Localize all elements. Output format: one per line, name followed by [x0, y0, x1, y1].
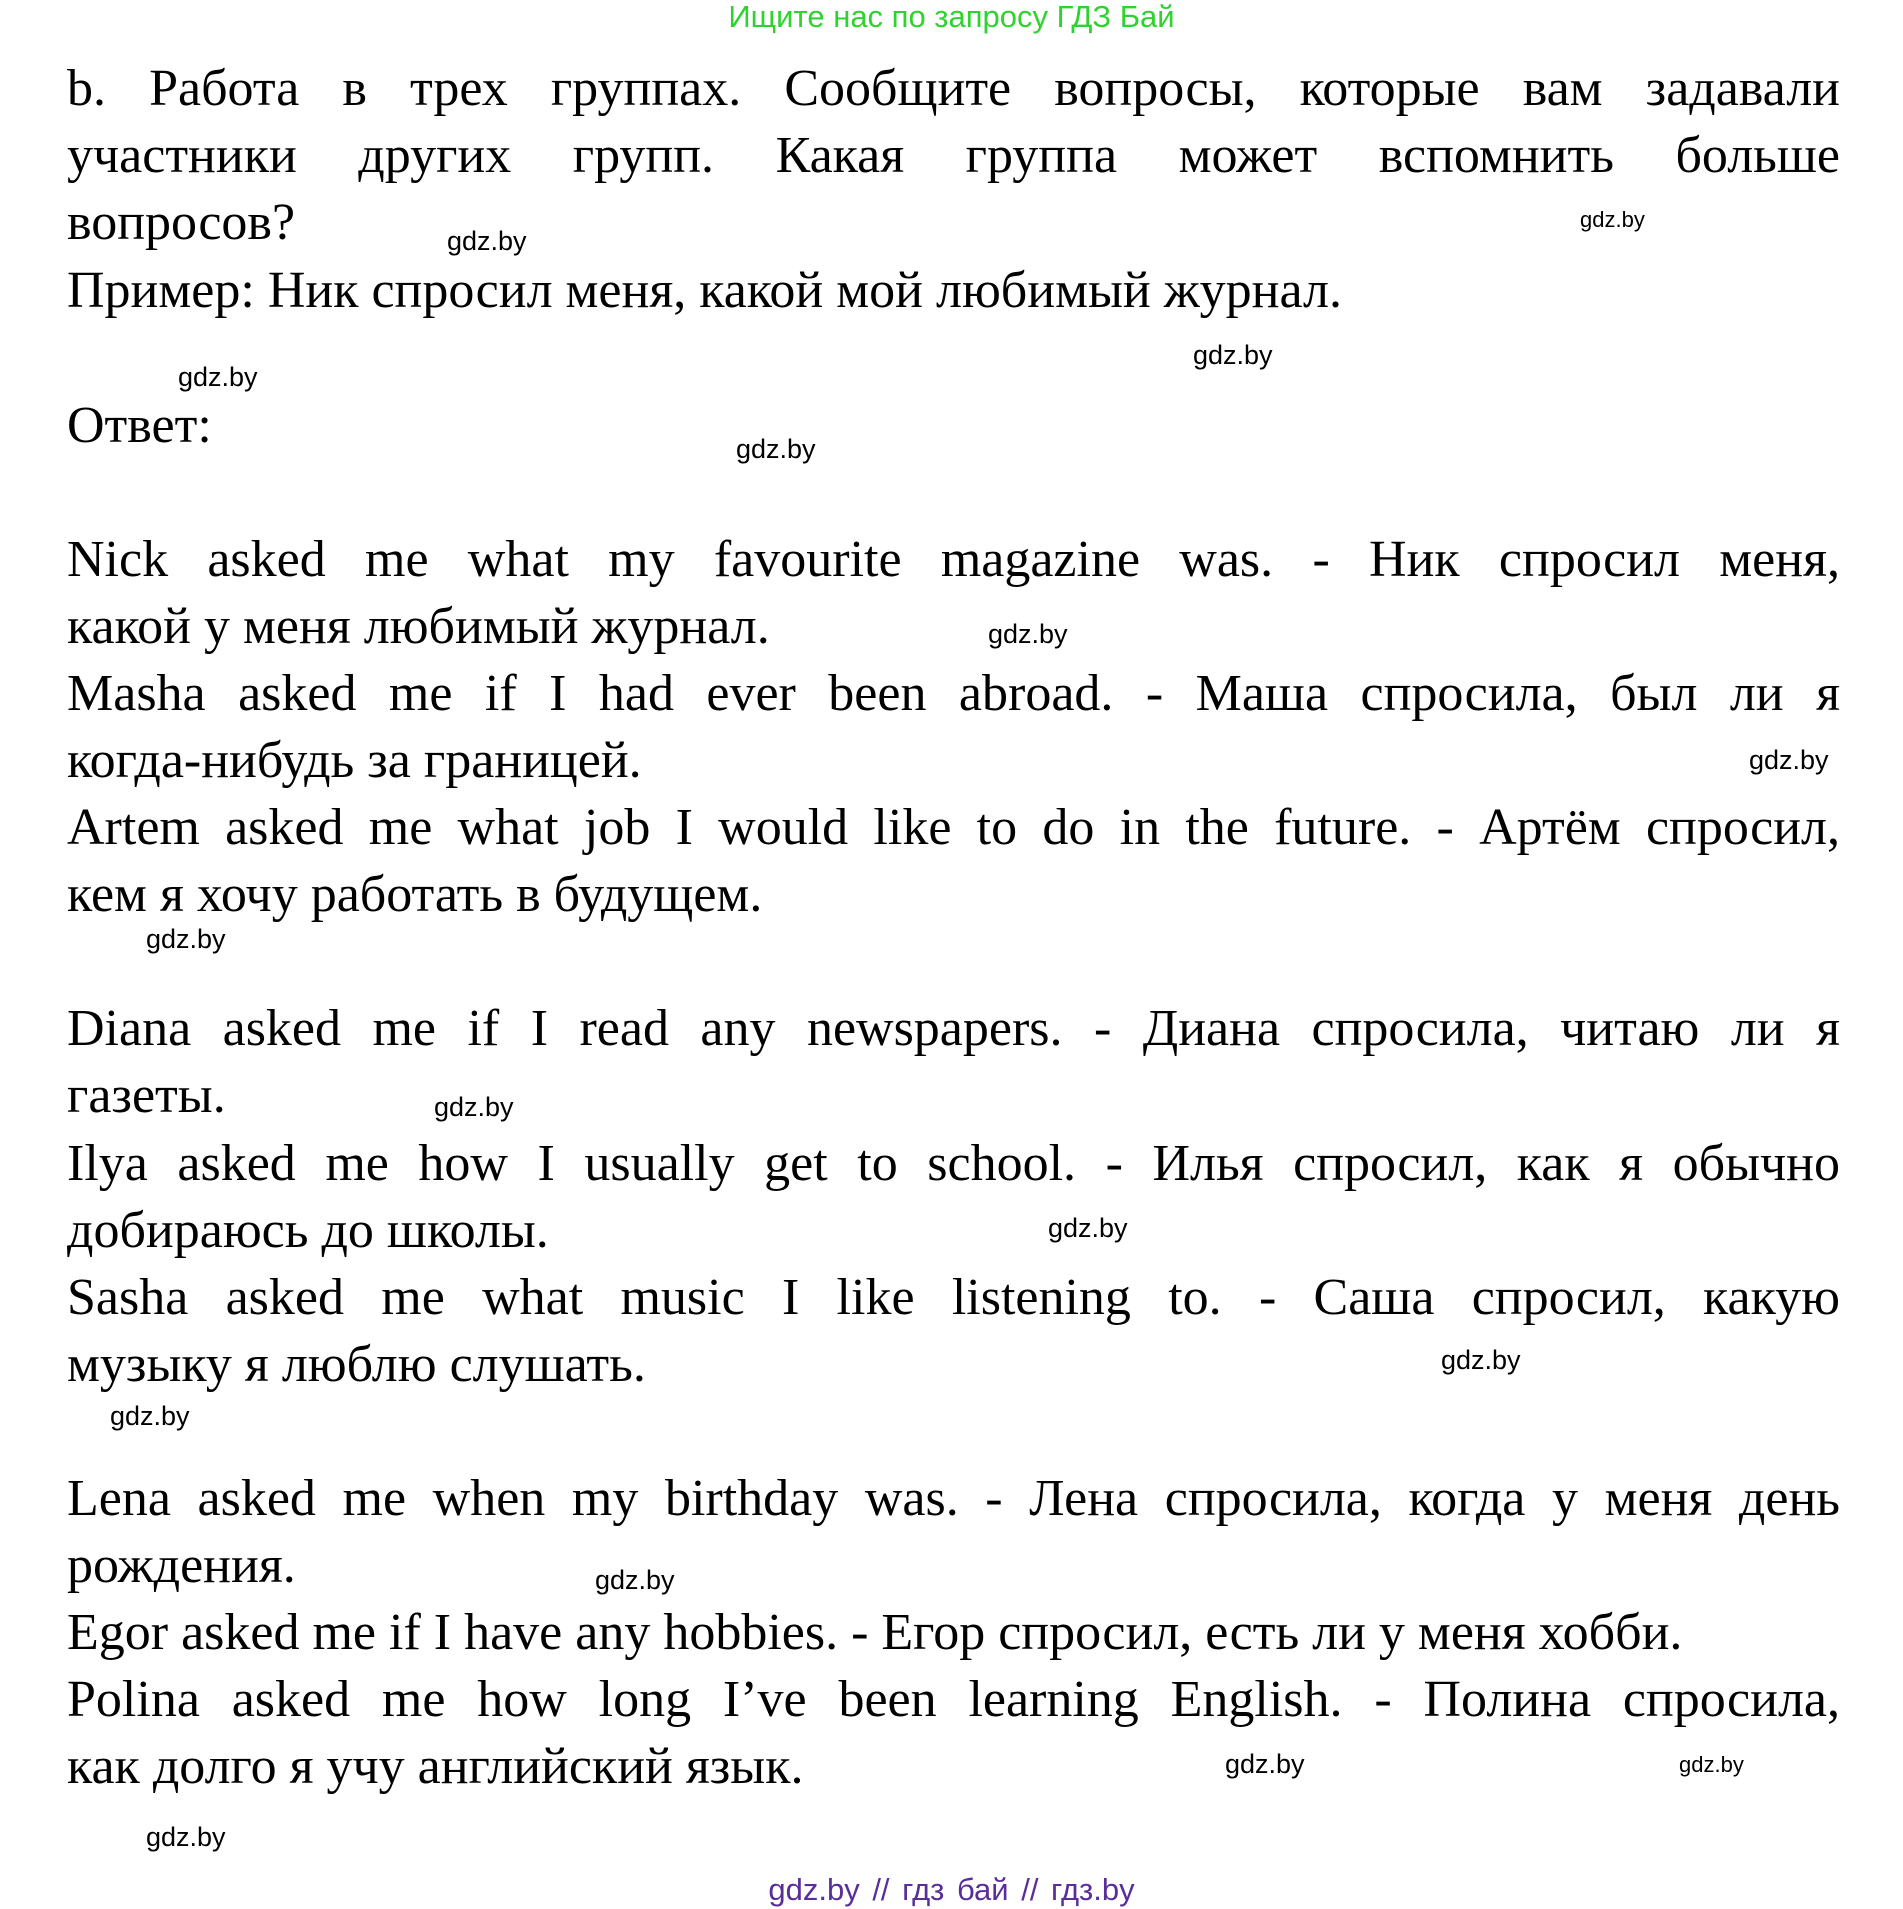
answer-line: Ilya asked me how I usually get to school. - Илья спросил, как я обычно [67, 1135, 1840, 1192]
answer-line: Artem asked me what job I would like to do in the future. - Артём спросил, [67, 799, 1840, 856]
watermark: gdz.by [434, 1092, 514, 1122]
answer-line: какой у меня любимый журнал. [67, 598, 770, 655]
answer-item [67, 1599, 1840, 1666]
answer-item [67, 1264, 1840, 1398]
watermark: gdz.by [1225, 1749, 1305, 1779]
answer-line: Polina asked me how long I’ve been learning English. - Полина спросила, [67, 1671, 1840, 1728]
answer-line: кем я хочу работать в будущем. [67, 866, 763, 923]
task-line: участники других групп. Какая группа может вспомнить больше [67, 127, 1840, 184]
answer-item [67, 1666, 1840, 1800]
watermark: gdz.by [1048, 1213, 1128, 1243]
footer-banner: gdz.by // гдз бай // гдз.by [768, 1872, 1135, 1907]
watermark: gdz.by [736, 434, 816, 464]
answer-line: Nick asked me what my favourite magazine was. - Ник спросил меня, [67, 531, 1840, 588]
watermark: gdz.by [110, 1401, 190, 1431]
example-text [67, 257, 1840, 324]
watermark: gdz.by [447, 226, 527, 256]
answer-line: добираюсь до школы. [67, 1202, 549, 1259]
answer-line: Sasha asked me what music I like listening to. - Саша спросил, какую [67, 1269, 1840, 1326]
answer-item [67, 995, 1840, 1129]
answer-line: Lena asked me when my birthday was. - Лена спросила, когда у меня день [67, 1470, 1840, 1527]
watermark: gdz.by [1679, 1752, 1744, 1777]
watermark: gdz.by [146, 1822, 226, 1852]
answer-label-line: Ответ: [67, 397, 212, 454]
example-line: Пример: Ник спросил меня, какой мой любимый журнал. [67, 262, 1342, 319]
answer-line: Egor asked me if I have any hobbies. - Егор спросил, есть ли у меня хобби. [67, 1604, 1683, 1661]
header-banner: Ищите нас по запросу ГДЗ Бай [728, 0, 1175, 34]
answer-line: когда-нибудь за границей. [67, 732, 642, 789]
watermark: gdz.by [1749, 745, 1829, 775]
answer-item [67, 526, 1840, 660]
answer-line: как долго я учу английский язык. [67, 1738, 804, 1795]
task-text [67, 55, 1840, 256]
watermark: gdz.by [178, 362, 258, 392]
answer-line: музыку я люблю слушать. [67, 1336, 646, 1393]
watermark: gdz.by [1580, 207, 1645, 232]
answer-item [67, 1130, 1840, 1264]
watermark: gdz.by [1193, 340, 1273, 370]
answer-line: Masha asked me if I had ever been abroad. - Маша спросила, был ли я [67, 665, 1840, 722]
watermark: gdz.by [1441, 1345, 1521, 1375]
answer-item [67, 794, 1840, 928]
watermark: gdz.by [146, 924, 226, 954]
answer-line: газеты. [67, 1067, 226, 1124]
answer-line: Diana asked me if I read any newspapers. - Диана спросила, читаю ли я [67, 1000, 1840, 1057]
answer-label [67, 392, 1840, 459]
watermark: gdz.by [595, 1565, 675, 1595]
answer-item [67, 1465, 1840, 1599]
watermark: gdz.by [988, 619, 1068, 649]
answer-item [67, 660, 1840, 794]
task-line: b. Работа в трех группах. Сообщите вопросы, которые вам задавали [67, 60, 1840, 117]
task-line: вопросов? [67, 194, 296, 251]
answer-line: рождения. [67, 1537, 296, 1594]
